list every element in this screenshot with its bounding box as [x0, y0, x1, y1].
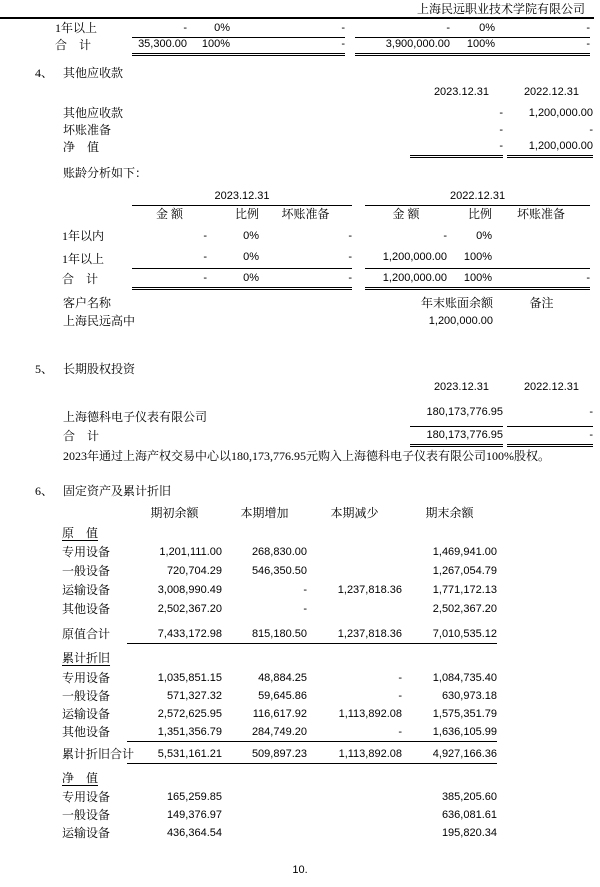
- val-cell: -: [203, 250, 207, 263]
- val-cell: 59,645.86: [258, 690, 307, 702]
- empty-cell: [62, 504, 127, 522]
- table-row: [55, 20, 590, 37]
- col-header: 坏账准备: [517, 207, 566, 221]
- val-cell: 1,237,818.36: [337, 584, 402, 596]
- val-cell: -: [398, 725, 402, 738]
- val-cell: 48,884.25: [258, 672, 307, 684]
- val-cell: -: [443, 230, 448, 242]
- row-label: 运输设备: [62, 826, 111, 840]
- val-cell: -: [303, 584, 307, 596]
- val-cell: 180,173,776.95: [410, 426, 503, 445]
- header-rule: [0, 17, 594, 19]
- val-cell: -: [507, 396, 593, 426]
- val-cell: [492, 223, 590, 245]
- table-row: [62, 723, 497, 741]
- row-label: 一般设备: [62, 689, 111, 703]
- table-row: [62, 542, 497, 561]
- table-row: [63, 396, 593, 426]
- val-cell: [307, 542, 402, 561]
- row-label: 运输设备: [62, 583, 111, 597]
- date-header: 2022.12.31: [523, 381, 579, 393]
- val-cell: 0%: [450, 20, 495, 37]
- col-header: 金 额: [155, 207, 183, 221]
- val-cell: -: [348, 230, 353, 242]
- group-label-text: 原 值: [62, 526, 99, 540]
- section-number: 5、: [35, 362, 54, 376]
- section-number: 4、: [35, 66, 54, 80]
- gap-cell: [352, 223, 365, 245]
- val-cell: 1,636,105.99: [432, 725, 497, 738]
- row-label: 1年以内: [62, 229, 105, 243]
- gap-cell: [352, 268, 365, 288]
- val-cell: -: [230, 37, 345, 54]
- carryover-aging-table: [55, 20, 590, 56]
- val-cell: -: [507, 426, 593, 445]
- table-row: [63, 122, 593, 139]
- section-5-title: [35, 360, 135, 377]
- row-label: 其他设备: [62, 602, 111, 616]
- row-label: 合 计: [63, 429, 100, 443]
- val-cell: 1,771,172.13: [432, 584, 497, 596]
- gap-cell: [352, 245, 365, 268]
- val-cell: 100%: [187, 37, 230, 54]
- val-cell: 636,081.61: [441, 809, 497, 821]
- val-cell: 149,376.97: [166, 809, 222, 821]
- table-row-headers: [63, 297, 590, 312]
- row-label: 净 值: [63, 140, 100, 154]
- gap-cell: [345, 20, 355, 37]
- table-row-total: [63, 139, 593, 156]
- val-cell: 546,350.50: [251, 565, 307, 577]
- section-title-text: 其他应收款: [63, 66, 124, 80]
- row-label: 上海德科电子仪表有限公司: [63, 410, 208, 424]
- group-label: [62, 522, 497, 542]
- val-cell: -: [499, 124, 503, 136]
- val-cell: -: [410, 139, 503, 156]
- val-cell: 385,205.60: [441, 791, 497, 803]
- val-cell: 1,200,000.00: [507, 139, 593, 156]
- aging-analysis-table: [62, 187, 590, 290]
- table-row: [62, 245, 590, 268]
- table-row: [62, 705, 497, 723]
- empty-cell: [63, 381, 410, 396]
- table-row: [62, 787, 497, 806]
- table-row-total: [62, 268, 590, 288]
- table-row-year-headers: [62, 187, 590, 205]
- row-label: 运输设备: [62, 707, 111, 721]
- val-cell: -: [132, 20, 187, 37]
- date-header: 2022.12.31: [523, 86, 579, 98]
- val-cell: 1,237,818.36: [307, 618, 402, 643]
- val-cell: 815,180.50: [222, 618, 307, 643]
- val-cell: 0%: [243, 250, 259, 263]
- section-4-title: [35, 64, 123, 81]
- empty-cell: [63, 86, 410, 101]
- row-label: 一般设备: [62, 564, 111, 578]
- val-cell: 5,531,161.21: [127, 741, 222, 763]
- group-label-row: [62, 522, 497, 542]
- val-cell: 571,327.32: [166, 690, 222, 702]
- year-header: 2022.12.31: [365, 187, 590, 205]
- section-5-note: 2023年通过上海产权交易中心以180,173,776.95元购入上海德科电子仪表有限公司100%股权。: [63, 449, 550, 463]
- val-cell: -: [348, 250, 353, 263]
- val-cell: [307, 561, 402, 580]
- date-header: 2023.12.31: [433, 86, 489, 98]
- val-cell: -: [230, 20, 345, 37]
- group-label-text: 累计折旧: [62, 651, 111, 665]
- val-cell: 100%: [450, 37, 495, 54]
- section-title-text: 长期股权投资: [63, 362, 136, 376]
- val-cell: -: [303, 603, 307, 615]
- val-cell: [222, 806, 307, 824]
- table-row: [62, 599, 497, 618]
- empty-cell: [62, 205, 132, 223]
- val-cell: 180,173,776.95: [410, 396, 503, 426]
- val-cell: 2,502,367.20: [432, 603, 497, 615]
- col-header: 备注: [529, 296, 554, 310]
- val-cell: 35,300.00: [132, 37, 187, 54]
- row-label: 坏账准备: [63, 123, 112, 137]
- table-row: [62, 561, 497, 580]
- gap-cell: [352, 205, 365, 223]
- val-cell: -: [398, 690, 402, 702]
- val-cell: 509,897.23: [222, 741, 307, 763]
- val-cell: -: [355, 20, 450, 37]
- col-header: 比例: [468, 207, 493, 221]
- col-header: 比例: [234, 207, 259, 221]
- val-cell: 1,201,111.00: [159, 546, 222, 558]
- val-cell: 1,351,356.79: [157, 725, 222, 738]
- group-label-text: 净 值: [62, 771, 99, 785]
- col-header: 本期增加: [240, 506, 289, 520]
- row-label: 专用设备: [62, 790, 111, 804]
- table-row-total: [62, 618, 497, 643]
- table-row: [62, 667, 497, 687]
- val-cell: 2,572,625.95: [157, 708, 222, 720]
- table-row-dates: [63, 86, 593, 101]
- group-label: [62, 643, 497, 667]
- table-row-headers: [62, 504, 497, 522]
- val-cell: 100%: [463, 250, 493, 263]
- val-cell: -: [203, 230, 207, 242]
- table-row: [62, 824, 497, 842]
- col-header: 期末余额: [425, 506, 474, 520]
- table-row: [63, 312, 590, 330]
- group-label: [62, 763, 497, 787]
- val-cell: -: [495, 37, 590, 54]
- table-row: [63, 101, 593, 122]
- val-cell: 0%: [207, 268, 259, 288]
- col-header: 期初余额: [150, 506, 199, 520]
- group-label-row: [62, 763, 497, 787]
- note-cell: [493, 312, 590, 330]
- val-cell: 630,973.18: [441, 690, 497, 702]
- customer-name: 上海民远高中: [63, 314, 136, 328]
- group-label-row: [62, 643, 497, 667]
- row-label: 专用设备: [62, 671, 111, 685]
- val-cell: 1,200,000.00: [428, 315, 493, 327]
- year-header: 2023.12.31: [132, 187, 352, 205]
- val-cell: 268,830.00: [251, 546, 307, 558]
- val-cell: 3,900,000.00: [355, 37, 450, 54]
- val-cell: [222, 787, 307, 806]
- val-cell: 1,035,851.15: [157, 672, 222, 684]
- other-receivables-summary-table: [63, 86, 593, 158]
- col-header: 客户名称: [63, 296, 112, 310]
- row-label: 专用设备: [62, 545, 111, 559]
- val-cell: 1,200,000.00: [365, 268, 447, 288]
- val-cell: 100%: [447, 268, 492, 288]
- val-cell: 284,749.20: [251, 725, 307, 738]
- val-cell: -: [132, 268, 207, 288]
- table-row-total: [63, 426, 593, 445]
- table-row: [62, 580, 497, 599]
- val-cell: 1,113,892.08: [307, 741, 402, 763]
- val-cell: 7,433,172.98: [127, 618, 222, 643]
- aging-intro: 账龄分析如下：: [63, 166, 148, 180]
- gap-cell: [345, 37, 355, 54]
- val-cell: 7,010,535.12: [402, 618, 497, 643]
- table-row-total: [62, 741, 497, 763]
- row-label: 合 计: [62, 272, 99, 286]
- val-cell: 0%: [476, 230, 493, 242]
- val-cell: -: [499, 107, 503, 119]
- row-label: 1年以上: [62, 252, 105, 266]
- val-cell: 195,820.34: [441, 827, 497, 839]
- gap-cell: [352, 187, 365, 205]
- col-header: 本期减少: [330, 506, 379, 520]
- empty-cell: [62, 187, 132, 205]
- row-label: 原值合计: [62, 627, 111, 641]
- fixed-assets-table: [62, 504, 497, 842]
- val-cell: -: [492, 268, 590, 288]
- val-cell: 2,502,367.20: [157, 603, 222, 615]
- row-label: 其他应收款: [63, 106, 124, 120]
- val-cell: [222, 824, 307, 842]
- val-cell: 116,617.92: [252, 708, 307, 720]
- val-cell: 1,084,735.40: [432, 672, 497, 684]
- val-cell: 0%: [243, 230, 259, 242]
- table-row: [62, 223, 590, 245]
- val-cell: [307, 824, 402, 842]
- table-row: [62, 806, 497, 824]
- val-cell: 3,008,990.49: [157, 584, 222, 596]
- section-title-text: 固定资产及累计折旧: [63, 484, 172, 498]
- val-cell: -: [259, 268, 352, 288]
- row-label: 一般设备: [62, 808, 111, 822]
- table-row: [62, 687, 497, 705]
- section-number: 6、: [35, 484, 54, 498]
- row-label: 合 计: [55, 38, 92, 52]
- section-6-title: [35, 482, 171, 499]
- val-cell: -: [589, 124, 593, 136]
- val-cell: 1,200,000.00: [528, 107, 593, 119]
- table-row-sub-headers: [62, 205, 590, 223]
- row-label: 1年以上: [55, 21, 98, 35]
- val-cell: 1,575,351.79: [432, 708, 497, 720]
- val-cell: -: [495, 20, 590, 37]
- table-row-dates: [63, 381, 593, 396]
- col-header: 坏账准备: [281, 207, 330, 221]
- row-label: 累计折旧合计: [62, 747, 135, 761]
- val-cell: -: [398, 672, 402, 684]
- table-row-total: [55, 37, 590, 54]
- val-cell: [307, 787, 402, 806]
- val-cell: 165,259.85: [166, 791, 222, 803]
- col-header: 年末账面余额: [420, 296, 493, 310]
- col-header: 金 额: [392, 207, 420, 221]
- val-cell: [307, 599, 402, 618]
- val-cell: [307, 806, 402, 824]
- val-cell: 436,364.54: [166, 827, 222, 839]
- val-cell: 4,927,166.36: [402, 741, 497, 763]
- row-label: 其他设备: [62, 725, 111, 739]
- val-cell: 0%: [187, 20, 230, 37]
- val-cell: 1,469,941.00: [432, 546, 497, 558]
- val-cell: 1,200,000.00: [382, 250, 448, 263]
- val-cell: 720,704.29: [166, 565, 222, 577]
- val-cell: 1,113,892.08: [338, 708, 402, 720]
- company-header: 上海民远职业技术学院有限公司: [416, 2, 585, 16]
- page-number: 10.: [292, 864, 308, 876]
- equity-investment-table: [63, 381, 593, 447]
- date-header: 2023.12.31: [433, 381, 489, 393]
- val-cell: 1,267,054.79: [432, 565, 497, 577]
- val-cell: [492, 245, 590, 268]
- customers-table: [63, 297, 590, 330]
